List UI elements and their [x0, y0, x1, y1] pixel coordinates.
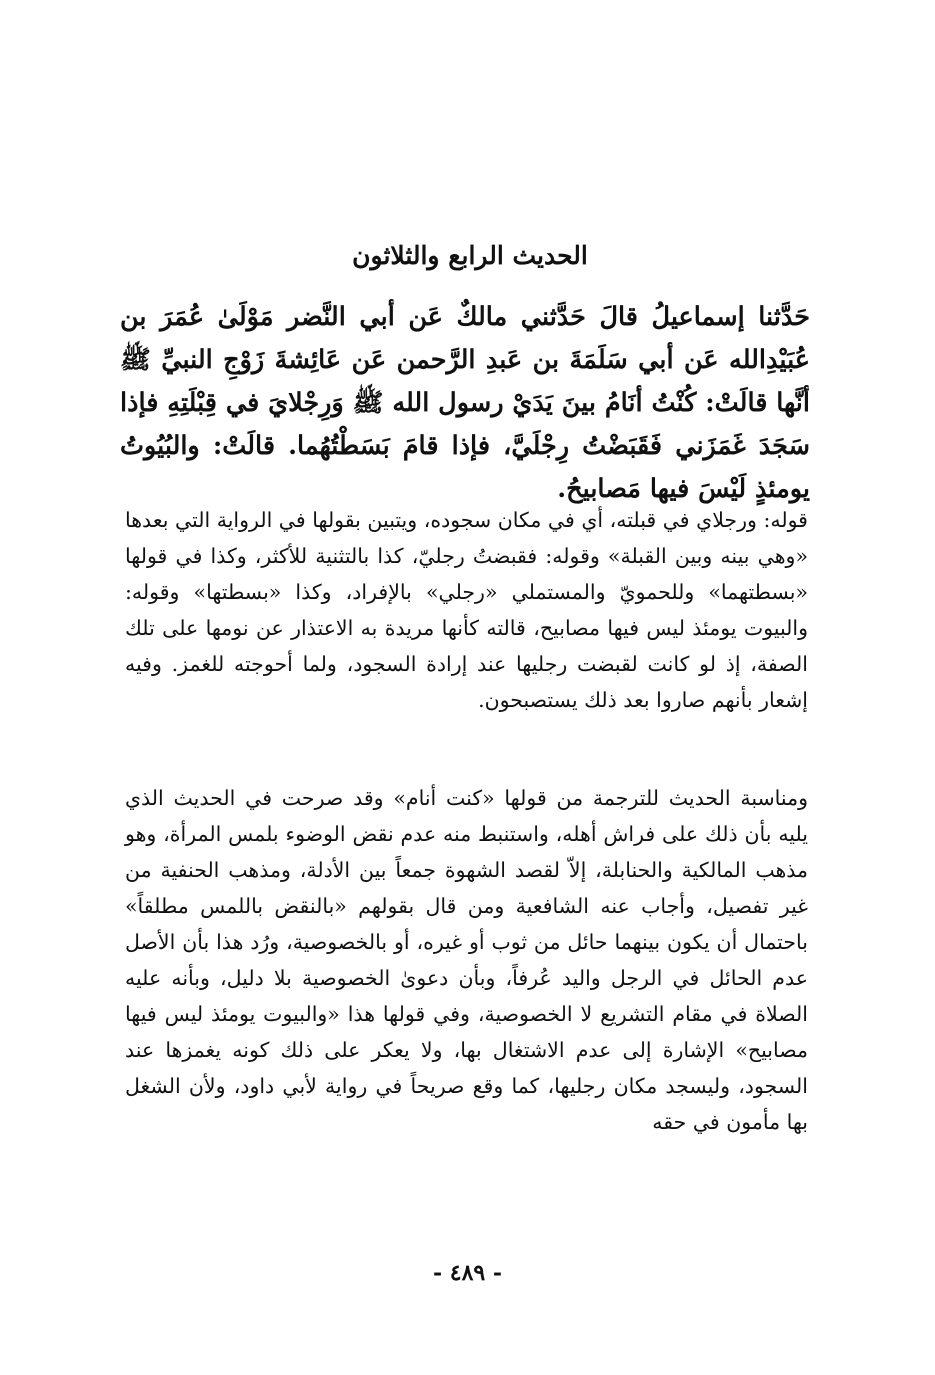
hadith-heading: الحديث الرابع والثلاثون — [352, 241, 588, 270]
page-number: - ٤٨٩ - — [432, 1260, 503, 1286]
hadith-text: حَدَّثنا إسماعيلُ قالَ حَدَّثني مالكٌ عَن أبي النَّضر مَوْلَىٰ عُمَرَ بن عُبَيْدِالله عَن أبي سَلَمَةَ بن عَبدِ الرَّحمن عَن عَائِشةَ زَوْجِ النبيِّ ﷺ أنَّها قالَتْ: كُنْتُ أنَامُ بينَ يَدَيْ رسول الله ﷺ وَرِجْلايَ في قِبْلَتِهِ فإذا سَجَدَ غَمَزَني فَقَبَضْتُ رِجْلَيَّ، فإذا قامَ بَسَطْتُهُما. قالَتْ: والبُيُوتُ يومئذٍ لَيْسَ فيها مَصابيحُ. — [120, 302, 810, 504]
commentary-paragraph-1: قوله: ورجلاي في قبلته، أي في مكان سجوده، ويتبين بقولها في الرواية التي بعدها «وهي بينه وبين القبلة» وقوله: فقبضتُ رجليّ، كذا بالتثنية للأكثر، وكذا في قولها «بسطتهما» وللحمويّ والمستملي «رجلي» بالإفراد، وكذا «بسطتها» وقوله: والبيوت يومئذ ليس فيها مصابيح، قالته كأنها مريدة به الاعتذار عن نومها على تلك الصفة، إذ لو كانت لقبضت رجليها عند إرادة السجود، ولما أحوجته للغمز. وفيه إشعار بأنهم صاروا بعد ذلك يستصبحون. — [125, 508, 808, 712]
commentary-paragraph-2: ومناسبة الحديث للترجمة من قولها «كنت أنام» وقد صرحت في الحديث الذي يليه بأن ذلك على فراش أهله، واستنبط منه عدم نقض الوضوء بلمس المرأة، وهو مذهب المالكية والحنابلة، إلاّ لقصد الشهوة جمعاً بين الأدلة، ومذهب الحنفية من غير تفصيل، وأجاب عنه الشافعية ومن قال بقولهم «بالنقض باللمس مطلقاً» باحتمال أن يكون بينهما حائل من ثوب أو غيره، أو بالخصوصية، ورُد هذا بأن الأصل عدم الحائل في الرجل واليد عُرفاً، وبأن دعوىٰ الخصوصية بلا دليل، وبأنه عليه الصلاة في مقام التشريع لا الخصوصية، وفي قولها هذا «والبيوت يومئذ ليس فيها مصابيح» الإشارة إلى عدم الاشتغال بها، ولا يعكر على ذلك كونه يغمزها عند السجود، وليسجد مكان رجليها، كما وقع صريحاً في رواية لأبي داود، ولأن الشغل بها مأمون في حقه — [125, 786, 808, 1134]
